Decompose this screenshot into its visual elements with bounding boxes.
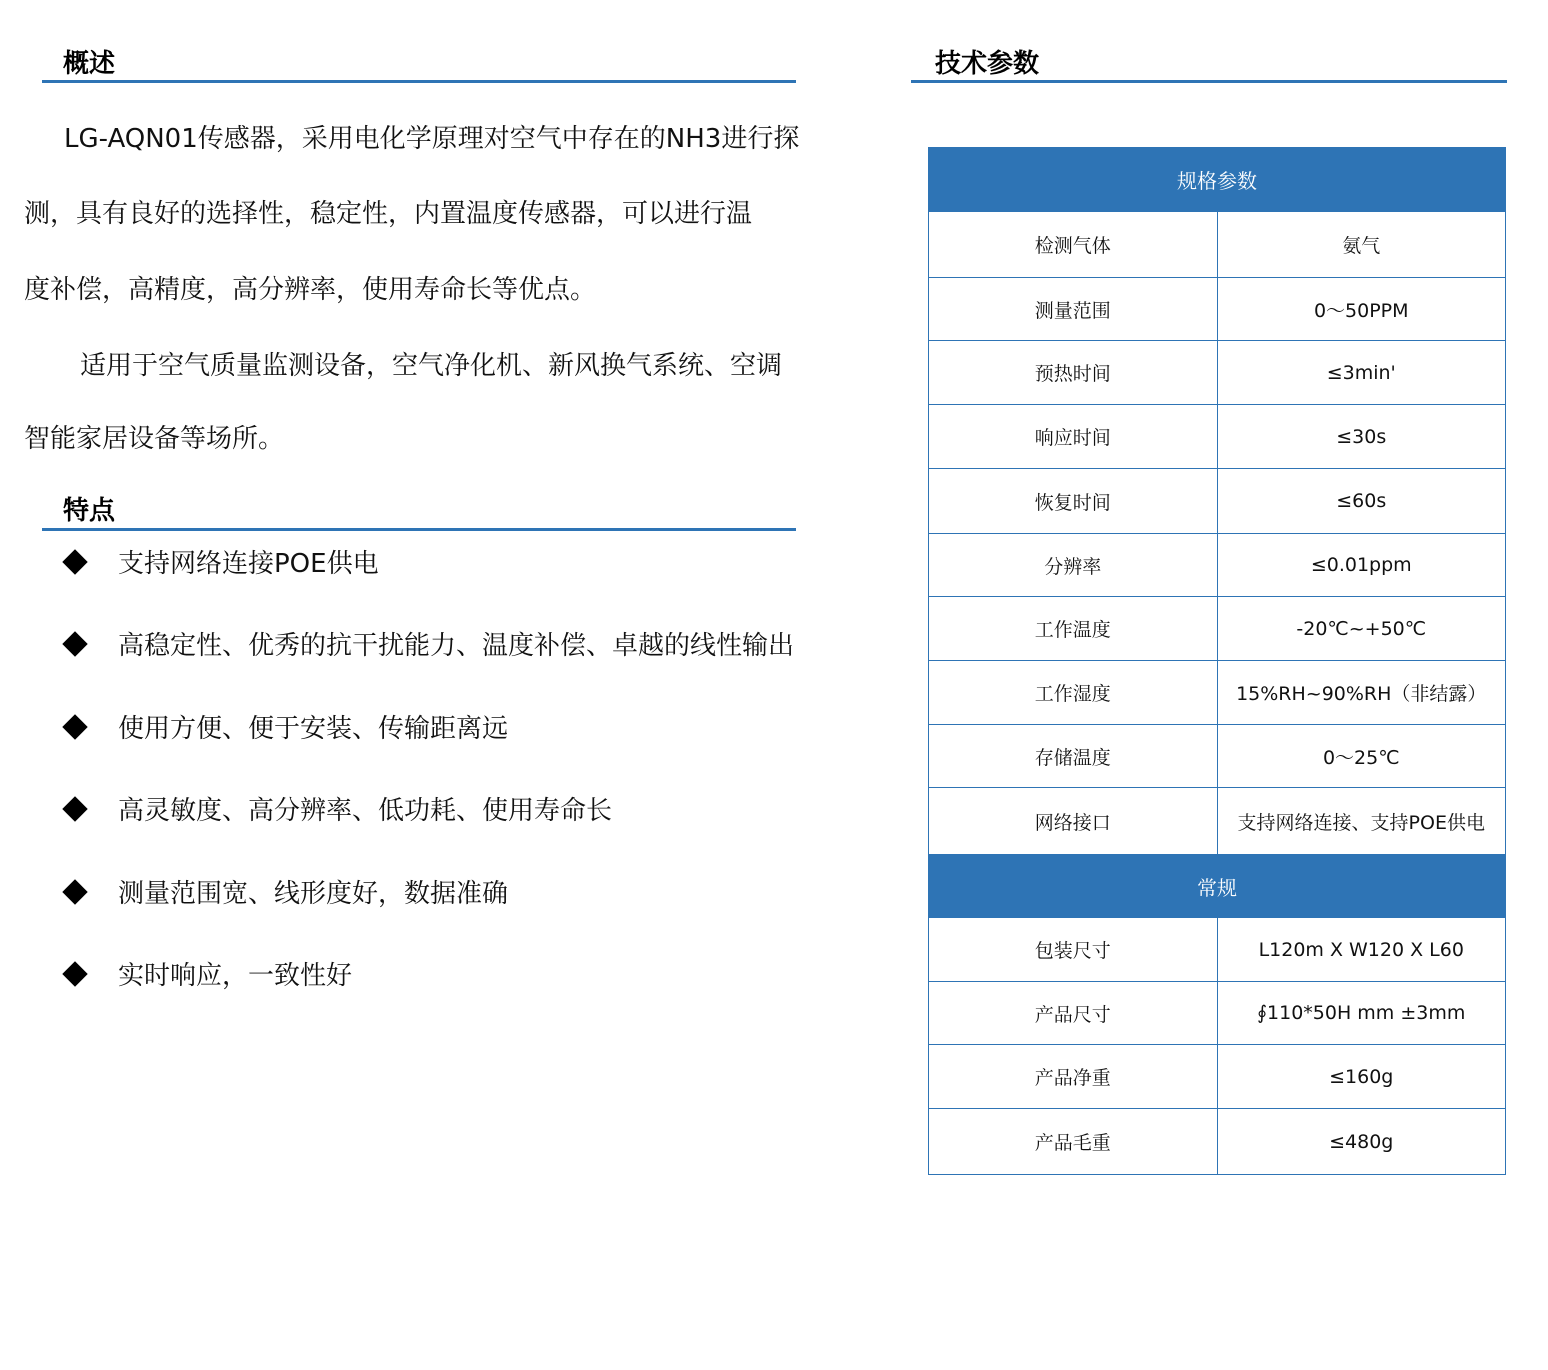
param-value: -20℃~+50℃ <box>1217 597 1506 661</box>
param-label: 恢复时间 <box>929 469 1218 534</box>
overview-heading: 概述 <box>63 49 116 79</box>
table-row <box>929 982 1506 1045</box>
section-title: 常规 <box>929 855 1506 918</box>
table-row <box>929 341 1506 405</box>
param-value: L120m X W120 X L60 <box>1217 918 1506 982</box>
tech-rule <box>911 80 1507 83</box>
table-row <box>929 918 1506 982</box>
param-label: 产品尺寸 <box>929 982 1218 1045</box>
param-label: 测量范围 <box>929 278 1218 341</box>
table-row <box>929 1109 1506 1175</box>
diamond-bullet-icon <box>62 714 87 739</box>
param-label: 响应时间 <box>929 405 1218 469</box>
param-value: ≤160g <box>1217 1045 1506 1109</box>
feature-text: 支持网络连接POE供电 <box>118 549 379 579</box>
param-value: 支持网络连接、支持POE供电 <box>1217 788 1506 855</box>
table-row <box>929 788 1506 855</box>
section-title: 规格参数 <box>929 148 1506 212</box>
table-row <box>929 661 1506 725</box>
diamond-bullet-icon <box>62 796 87 821</box>
feature-item <box>62 543 379 580</box>
spec-section-header <box>929 148 1506 212</box>
param-value: ≤30s <box>1217 405 1506 469</box>
tech-heading: 技术参数 <box>935 49 1040 79</box>
param-label: 分辨率 <box>929 534 1218 597</box>
table-row <box>929 278 1506 341</box>
param-label: 预热时间 <box>929 341 1218 405</box>
diamond-bullet-icon <box>62 549 87 574</box>
spec-section-header <box>929 855 1506 918</box>
param-value: 氨气 <box>1217 212 1506 278</box>
overview-line: 适用于空气质量监测设备，空气净化机、新风换气系统、空调 <box>80 351 783 381</box>
features-rule <box>42 528 796 531</box>
feature-text: 实时响应，一致性好 <box>118 961 353 991</box>
feature-item <box>62 625 794 662</box>
overview-line: 测，具有良好的选择性，稳定性，内置温度传感器，可以进行温 <box>24 199 753 229</box>
overview-line: 智能家居设备等场所。 <box>24 424 285 454</box>
param-label: 工作温度 <box>929 597 1218 661</box>
overview-line: 度补偿，高精度，高分辨率，使用寿命长等优点。 <box>24 275 597 305</box>
feature-item <box>62 790 612 827</box>
table-row <box>929 597 1506 661</box>
param-value: ≤3min' <box>1217 341 1506 405</box>
param-value: ≤480g <box>1217 1109 1506 1175</box>
feature-item <box>62 955 352 992</box>
feature-text: 高稳定性、优秀的抗干扰能力、温度补偿、卓越的线性输出 <box>118 631 795 661</box>
param-value: ≤0.01ppm <box>1217 534 1506 597</box>
param-label: 工作湿度 <box>929 661 1218 725</box>
param-value: ≤60s <box>1217 469 1506 534</box>
param-label: 存储温度 <box>929 725 1218 788</box>
spec-table <box>928 147 1506 1175</box>
diamond-bullet-icon <box>62 879 87 904</box>
table-row <box>929 469 1506 534</box>
feature-item <box>62 873 508 910</box>
param-label: 产品净重 <box>929 1045 1218 1109</box>
feature-text: 高灵敏度、高分辨率、低功耗、使用寿命长 <box>118 796 613 826</box>
param-label: 网络接口 <box>929 788 1218 855</box>
param-value: 0～25℃ <box>1217 725 1506 788</box>
diamond-bullet-icon <box>62 961 87 986</box>
feature-item <box>62 708 508 745</box>
param-value: 0～50PPM <box>1217 278 1506 341</box>
param-label: 产品毛重 <box>929 1109 1218 1175</box>
param-value: ∮110*50H mm ±3mm <box>1217 982 1506 1045</box>
overview-rule <box>42 80 796 83</box>
feature-text: 使用方便、便于安装、传输距离远 <box>118 714 509 744</box>
param-label: 检测气体 <box>929 212 1218 278</box>
diamond-bullet-icon <box>62 631 87 656</box>
feature-text: 测量范围宽、线形度好，数据准确 <box>118 879 509 909</box>
overview-line: LG-AQN01传感器，采用电化学原理对空气中存在的NH3进行探 <box>64 124 800 154</box>
table-row <box>929 534 1506 597</box>
param-label: 包装尺寸 <box>929 918 1218 982</box>
table-row <box>929 1045 1506 1109</box>
table-row <box>929 405 1506 469</box>
param-value: 15%RH~90%RH（非结露） <box>1217 661 1506 725</box>
features-heading: 特点 <box>63 496 116 526</box>
table-row <box>929 725 1506 788</box>
table-row <box>929 212 1506 278</box>
